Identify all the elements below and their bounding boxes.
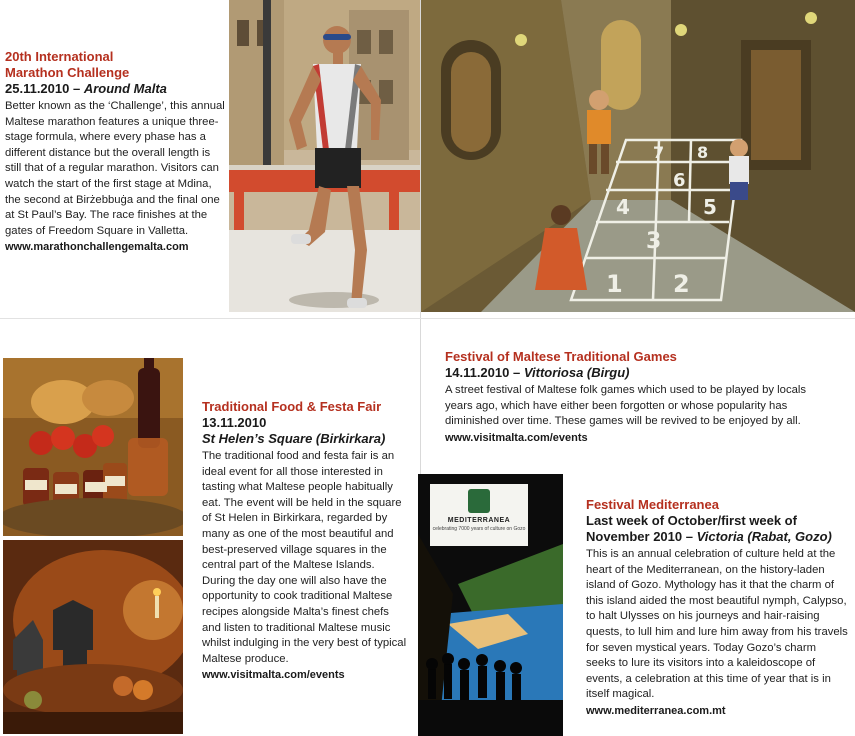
marathon-body: Better known as the ‘Challenge’, this annual Maltese marathon features a unique three-stage formula, where every phase has a different distance but the overall length is still that of a regular marathon. Visitors can watch the start of the first stage at Mdina, the second at Birżebbuġa and the final one at St Paul’s Bay. The race finishes at the gates of Freedom Square in Valletta. [5, 100, 225, 237]
hopscotch-number-5: 5 [703, 195, 717, 219]
mediterranea-poster-tagline: celebrating 7000 years of culture on Gozo [432, 526, 526, 532]
games-date-sep: – [509, 365, 524, 380]
festa-lanterns-photo [3, 540, 183, 734]
games-article [445, 349, 835, 446]
games-body: A street festival of Maltese folk games which used to be played by locals years ago, which have either been forgotten or whose popularity has diminished over time. These games will be revived to be enjoyed by all. [445, 384, 807, 428]
hopscotch-number-4: 4 [616, 195, 630, 219]
mediterranea-poster-title: MEDITERRANEA [447, 517, 511, 524]
food-url[interactable]: www.visitmalta.com/events [202, 669, 345, 682]
marathon-title-line2: Marathon Challenge [5, 65, 130, 80]
mediterranea-date-line1: Last week of October/first week of [586, 513, 797, 528]
mediterranea-date-part: November 2010 – [586, 529, 697, 544]
mediterranea-title: Festival Mediterranea [586, 497, 719, 512]
games-location: Vittoriosa (Birgu) [523, 365, 630, 380]
food-location: St Helen’s Square (Birkirkara) [202, 431, 386, 446]
hopscotch-number-2: 2 [673, 270, 690, 298]
food-jars-illustration [3, 358, 183, 536]
hopscotch-number-1: 1 [606, 270, 623, 298]
page-fold-horizontal [0, 318, 855, 319]
mediterranea-location: Victoria (Rabat, Gozo) [696, 529, 832, 544]
runner-illustration [229, 0, 420, 312]
food-body: The traditional food and festa fair is an ideal event for all those interested in tasting what Maltese people habitually eat. The event will be held in the square of St Helen in Birkirkara, regarded by many as one of the most beautiful and best-preserved village squares in the central part of the Maltese Islands. During the day one will also have the opportunity to cook traditional Maltese recipes alongside Malta’s finest chefs and listen to traditional Maltese music whilst indulging in the very best of typical Maltese produce. [202, 450, 407, 665]
food-title: Traditional Food & Festa Fair [202, 399, 382, 414]
mediterranea-article [586, 497, 848, 719]
mediterranea-logo-card [430, 484, 528, 546]
mediterranea-date-line2 [586, 529, 848, 545]
festa-lanterns-illustration [3, 540, 183, 734]
food-jars-photo [3, 358, 183, 536]
games-date-line [445, 365, 835, 381]
food-article [202, 399, 410, 683]
mediterranea-logo-icon [468, 489, 490, 513]
marathon-location: Around Malta [83, 81, 167, 96]
marathon-date-line [5, 81, 227, 97]
mediterranea-url[interactable]: www.mediterranea.com.mt [586, 704, 726, 717]
mediterranea-poster [418, 474, 563, 736]
games-date: 14.11.2010 [445, 365, 510, 380]
marathon-article [5, 49, 227, 255]
marathon-date-sep: – [69, 81, 84, 96]
games-url[interactable]: www.visitmalta.com/events [445, 431, 588, 444]
marathon-runner-photo [229, 0, 420, 312]
hopscotch-number-6: 6 [673, 170, 686, 191]
games-title: Festival of Maltese Traditional Games [445, 349, 677, 364]
food-date: 13.11.2010 [202, 415, 267, 430]
marathon-url[interactable]: www.marathonchallengemalta.com [5, 241, 189, 254]
hopscotch-drawing [421, 0, 855, 312]
marathon-title-line1: 20th International [5, 49, 114, 64]
traditional-games-illustration [421, 0, 855, 312]
mediterranea-body: This is an annual celebration of culture held at the heart of the Mediterranean, on the history-laden island of Gozo. Mythology has it that the charm of this island aided the most beautiful nymph, Calypso, to halt Ulysses on his journeys and hair-raising quests, to lull him and lure him away from his travels for seven mystical years. Today Gozo’s charm seeks to lure its visitors into a kaleidoscope of events, a celebration at this time of year that is in itself magical. [586, 548, 848, 701]
marathon-date: 25.11.2010 [5, 81, 70, 96]
hopscotch-number-8: 8 [697, 143, 709, 162]
food-location-line [202, 431, 410, 447]
hopscotch-number-7: 7 [653, 143, 665, 162]
hopscotch-number-3: 3 [646, 229, 662, 254]
